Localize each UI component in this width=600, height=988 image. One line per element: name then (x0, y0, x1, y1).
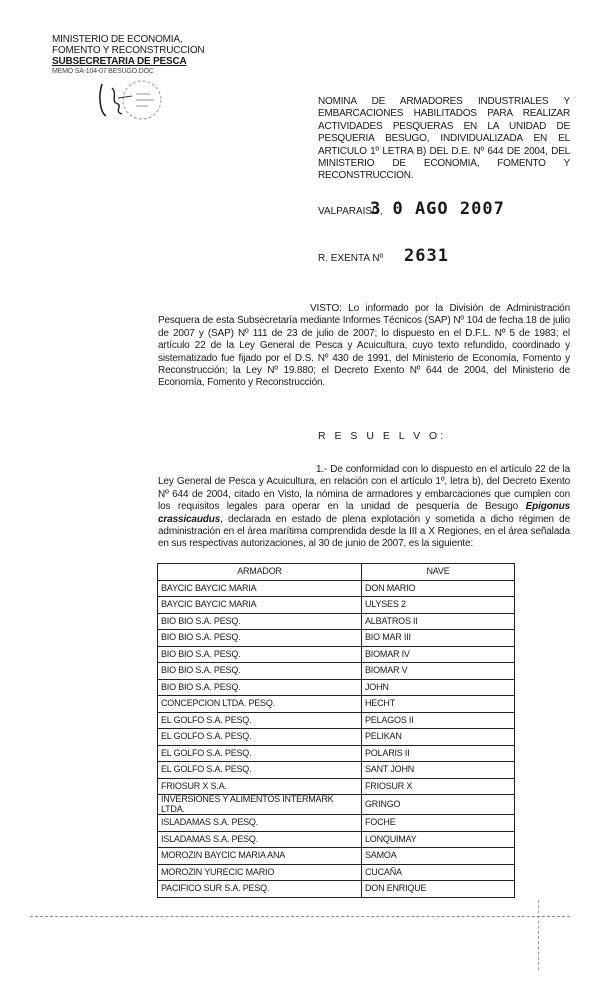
ministry-line-2: FOMENTO Y RECONSTRUCCION (52, 45, 205, 56)
armador-cell: BAYCIC BAYCIC MARIA (158, 597, 362, 614)
nave-cell: FRIOSUR X (362, 778, 515, 795)
resolution-paragraph-1 (158, 464, 570, 551)
resolution-number: 2631 (404, 246, 449, 266)
nave-cell: BIOMAR V (362, 663, 515, 680)
nave-cell: LONQUIMAY (362, 831, 515, 848)
nave-cell: BIO MAR III (362, 630, 515, 647)
column-header-nave: NAVE (362, 564, 515, 581)
table-row (158, 663, 515, 680)
table-row (158, 646, 515, 663)
nave-cell: DON ENRIQUE (362, 881, 515, 898)
nave-cell: CUCAÑA (362, 864, 515, 881)
table-row (158, 815, 515, 832)
nave-cell: PELIKAN (362, 729, 515, 746)
nave-cell: HECHT (362, 696, 515, 713)
subsecretaria-line: SUBSECRETARIA DE PESCA (52, 56, 187, 67)
armador-cell: PACIFICO SUR S.A. PESQ. (158, 881, 362, 898)
document-title: NOMINA DE ARMADORES INDUSTRIALES Y EMBARCACIONES HABILITADOS PARA REALIZAR ACTIVIDADES PESQUERAS EN LA UNIDAD DE PESQUERIA BESUGO, INDIVIDUALIZADA EN EL ARTICULO 1º LETRA B) DEL D.E. Nº 644 DE 2004, DEL MINISTERIO DE ECONOMIA, FOMENTO Y RECONSTRUCCION. (318, 96, 570, 182)
table-row (158, 762, 515, 779)
place-label: VALPARAISO, (318, 206, 383, 217)
armador-cell: EL GOLFO S.A. PESQ. (158, 762, 362, 779)
armador-cell: EL GOLFO S.A. PESQ. (158, 729, 362, 746)
ministry-line: MINISTERIO DE ECONOMIA, (52, 34, 183, 45)
armador-cell: CONCEPCION LTDA. PESQ. (158, 696, 362, 713)
nave-cell: POLARIS II (362, 745, 515, 762)
table-row (158, 881, 515, 898)
armador-cell: EL GOLFO S.A. PESQ. (158, 712, 362, 729)
table-row (158, 580, 515, 597)
armador-cell: BIO BIO S.A. PESQ. (158, 679, 362, 696)
shipowners-table (157, 563, 515, 898)
scan-edge-line-vertical (538, 900, 539, 970)
table-row (158, 613, 515, 630)
armador-cell: ISLADAMAS S.A. PESQ. (158, 815, 362, 832)
table-row (158, 848, 515, 865)
nave-cell: DON MARIO (362, 580, 515, 597)
table-row (158, 597, 515, 614)
armador-cell: BIO BIO S.A. PESQ. (158, 613, 362, 630)
table-row (158, 778, 515, 795)
nave-cell: BIOMAR IV (362, 646, 515, 663)
table-row (158, 831, 515, 848)
nave-cell: FOCHE (362, 815, 515, 832)
memo-reference: MEMO SA-104-07 BESUGO.DOC (52, 68, 154, 75)
resolution-label: R. EXENTA Nº (318, 253, 384, 264)
table-row (158, 745, 515, 762)
nave-cell: JOHN (362, 679, 515, 696)
signature-stamp (92, 76, 182, 122)
armador-cell: MOROZIN BAYCIC MARIA ANA (158, 848, 362, 865)
letterhead (52, 34, 204, 76)
armador-cell: MOROZIN YURECIC MARIO (158, 864, 362, 881)
date-stamp: 3 0 AGO 2007 (370, 199, 505, 219)
visto-paragraph: VISTO: Lo informado por la División de Administración Pesquera de esta Subsecretaría mediante Informes Técnicos (SAP) Nº 104 de fecha 18 de julio de 2007 y (SAP) Nº 111 de 23 de julio de 2007; lo dispuesto en el D.F.L. Nº 5 de 1983; el artículo 22 de la Ley General de Pesca y Acuicultura, cuyo texto refundido, coordinado y sistematizado fue fijado por el D.S. Nº 430 de 1991, del Ministerio de Economía, Fomento y Reconstrucción; la Ley Nº 19.880; el Decreto Exento Nº 644 de 2004, del Ministerio de Economía, Fomento y Reconstrucción. (158, 303, 570, 389)
nave-cell: SAMOA (362, 848, 515, 865)
armador-cell: BAYCIC BAYCIC MARIA (158, 580, 362, 597)
armador-cell: BIO BIO S.A. PESQ. (158, 630, 362, 647)
table-header-row (158, 564, 515, 581)
species-name: Epigonus crassicaudus (158, 501, 570, 525)
table-row (158, 630, 515, 647)
table-row (158, 712, 515, 729)
nave-cell: ALBATROS II (362, 613, 515, 630)
armador-cell: INVERSIONES Y ALIMENTOS INTERMARK LTDA. (158, 795, 362, 815)
resuelvo-heading: R E S U E L V O: (318, 430, 447, 442)
nave-cell: GRINGO (362, 795, 515, 815)
nave-cell: ULYSES 2 (362, 597, 515, 614)
armador-cell: BIO BIO S.A. PESQ. (158, 663, 362, 680)
column-header-armador: ARMADOR (158, 564, 362, 581)
armador-cell: EL GOLFO S.A. PESQ. (158, 745, 362, 762)
nave-cell: PELAGOS II (362, 712, 515, 729)
table-row (158, 729, 515, 746)
nave-cell: SANT JOHN (362, 762, 515, 779)
scan-edge-line (30, 916, 570, 917)
paragraph-text-after: , declarada en estado de plena explotación y sometida a dicho régimen de administración en el área marítima comprendida desde la III a X Regiones, en el área señalada en sus respectivas autorizaciones, al 30 de junio de 2007, es la siguiente: (158, 513, 570, 550)
armador-cell: ISLADAMAS S.A. PESQ. (158, 831, 362, 848)
table-row (158, 679, 515, 696)
armador-cell: FRIOSUR X S.A. (158, 778, 362, 795)
armador-cell: BIO BIO S.A. PESQ. (158, 646, 362, 663)
table-row (158, 696, 515, 713)
table-row (158, 864, 515, 881)
paragraph-text-before: 1.- De conformidad con lo dispuesto en el artículo 22 de la Ley General de Pesca y Acuicultura, en relación con el artículo 1º, letra b), del Decreto Exento Nº 644 de 2004, citado en Visto, la nómina de armadores y embarcaciones que cumplen con los requisitos legales para operar en la unidad de pesquería de Besugo (158, 464, 570, 513)
table-row (158, 795, 515, 815)
